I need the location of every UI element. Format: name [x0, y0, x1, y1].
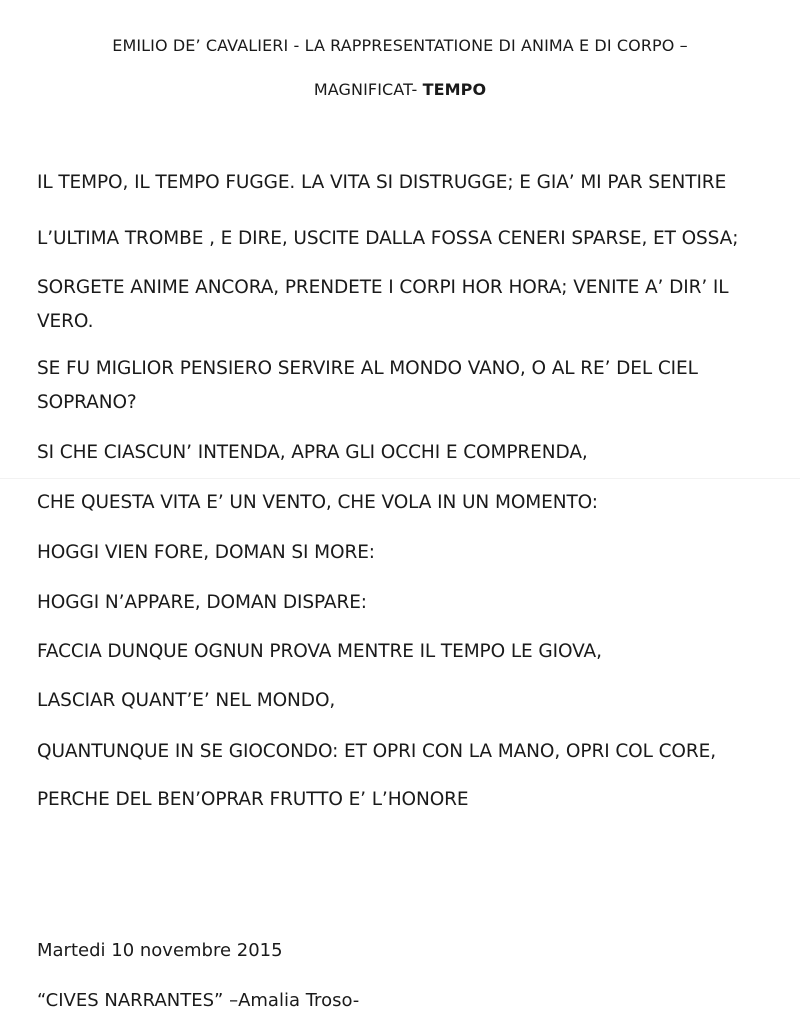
footer-date: Martedi 10 novembre 2015: [37, 940, 283, 961]
poem-line: SE FU MIGLIOR PENSIERO SERVIRE AL MONDO VANO, O AL RE’ DEL CIEL: [37, 358, 698, 379]
document-title: [0, 36, 800, 55]
poem-line: QUANTUNQUE IN SE GIOCONDO: ET OPRI CON LA MANO, OPRI COL CORE,: [37, 741, 717, 762]
poem-line: IL TEMPO, IL TEMPO FUGGE. LA VITA SI DISTRUGGE; E GIA’ MI PAR SENTIRE: [37, 172, 727, 193]
poem-line: VERO.: [37, 311, 94, 332]
poem-line: HOGGI N’APPARE, DOMAN DISPARE:: [37, 592, 367, 613]
poem-line: SORGETE ANIME ANCORA, PRENDETE I CORPI HOR HORA; VENITE A’ DIR’ IL: [37, 277, 729, 298]
document-subtitle: [0, 80, 800, 99]
footer-credit: “CIVES NARRANTES” –Amalia Troso-: [37, 990, 360, 1011]
poem-line: LASCIAR QUANT’E’ NEL MONDO,: [37, 690, 336, 711]
paper-fold-line: [0, 478, 800, 479]
poem-line: SOPRANO?: [37, 392, 137, 413]
subtitle-prefix: MAGNIFICAT-: [313, 80, 423, 99]
poem-line: HOGGI VIEN FORE, DOMAN SI MORE:: [37, 542, 375, 563]
poem-line: PERCHE DEL BEN’OPRAR FRUTTO E’ L’HONORE: [37, 789, 469, 810]
poem-line: CHE QUESTA VITA E’ UN VENTO, CHE VOLA IN UN MOMENTO:: [37, 492, 598, 513]
poem-line: L’ULTIMA TROMBE , E DIRE, USCITE DALLA FOSSA CENERI SPARSE, ET OSSA;: [37, 228, 739, 249]
poem-line: SI CHE CIASCUN’ INTENDA, APRA GLI OCCHI E COMPRENDA,: [37, 442, 588, 463]
poem-line: FACCIA DUNQUE OGNUN PROVA MENTRE IL TEMPO LE GIOVA,: [37, 641, 602, 662]
subtitle-bold-word: TEMPO: [422, 80, 487, 99]
title-line-1: EMILIO DE’ CAVALIERI - LA RAPPRESENTATIONE DI ANIMA E DI CORPO –: [112, 36, 688, 55]
